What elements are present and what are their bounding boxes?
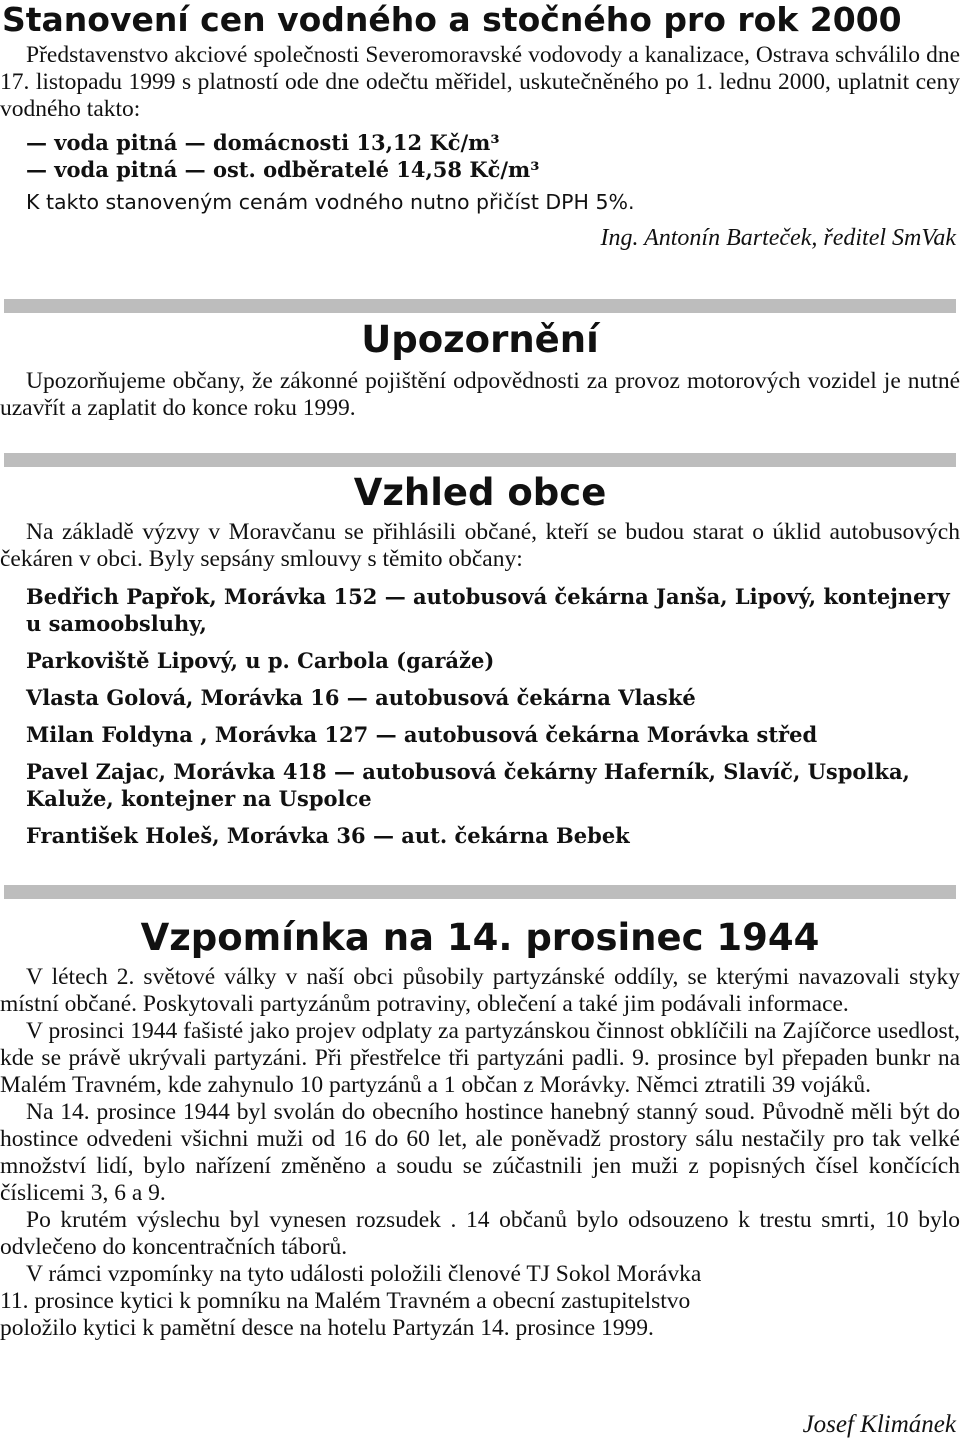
signature: Josef Klimánek	[802, 1411, 956, 1438]
list-item: Pavel Zajac, Morávka 418 — autobusová čekárny Haferník, Slavíč, Uspolka, Kaluže, kontejner na Uspolce	[26, 759, 910, 811]
divider	[4, 453, 956, 467]
price-line: — voda pitná — domácnosti 13,12 Kč/m³	[26, 130, 500, 155]
section-title: Stanovení cen vodného a stočného pro rok 2000	[2, 0, 902, 39]
paragraph: V létech 2. světové války v naší obci působily partyzánské oddíly, se kterými navazovali styky místní občané. Poskytovali partyzánům potraviny, oblečení a také jim podávali informace.	[0, 964, 960, 1017]
signature: Ing. Antonín Barteček, ředitel SmVak	[600, 225, 956, 251]
paragraph: V rámci vzpomínky na tyto události položili členové TJ Sokol Morávka 11. prosince kytici k pomníku na Malém Travném a obecní zastupitelstvo položilo kytici k pamětní desce na hotelu Partyzán 14. prosince 1999.	[0, 1261, 702, 1341]
list-item: Parkoviště Lipový, u p. Carbola (garáže)	[26, 648, 495, 673]
section-remembrance	[0, 916, 960, 1342]
list-item: František Holeš, Morávka 36 — aut. čekárna Bebek	[26, 823, 630, 848]
divider	[4, 299, 956, 313]
section-title: Upozornění	[361, 318, 599, 361]
list-item: Bedřich Papřok, Morávka 152 — autobusová čekárna Janša, Lipový, kontejnery u samoobsluhy,	[26, 584, 950, 636]
section-title: Vzhled obce	[353, 471, 607, 514]
paragraph: Na základě výzvy v Moravčanu se přihlásili občané, kteří se budou starat o úklid autobusových čekáren v obci. Byly sepsány smlouvy s těmito občany:	[0, 519, 960, 572]
list-item: Milan Foldyna , Morávka 127 — autobusová čekárna Morávka střed	[26, 722, 818, 747]
paragraph: Představenstvo akciové společnosti Severomoravské vodovody a kanalizace, Ostrava schválilo dne 17. listopadu 1999 s platností ode dne odečtu měřidel, uskutečněného po 1. lednu 2000, uplatnit ceny vodného takto:	[0, 42, 960, 122]
section-water-prices	[0, 0, 960, 252]
paragraph: V prosinci 1944 fašisté jako projev odplaty za partyzánskou činnost obklíčili na Zajíčorce usedlost, kde se právě ukrývali partyzáni. Při přestřelce tři partyzáni padli. 9. prosince byl přepaden bunkr na Malém Travném, kde zahynulo 10 partyzánů a 1 občan z Morávky. Němci ztratili 39 vojáků.	[0, 1018, 960, 1098]
section-notice	[0, 318, 960, 422]
paragraph: Upozorňujeme občany, že zákonné pojištění odpovědnosti za provoz motorových vozidel je nutné uzavřít a zaplatit do konce roku 1999.	[0, 368, 960, 421]
vat-note: K takto stanoveným cenám vodného nutno přičíst DPH 5%.	[26, 190, 635, 214]
section-title: Vzpomínka na 14. prosinec 1944	[140, 916, 820, 959]
paragraph: Na 14. prosince 1944 byl svolán do obecního hostince hanebný stanný soud. Původně měli být do hostince odvedeni všichni muži od 16 do 60 let, ale poněvadž prostory sálu nestačily pro tak velké množství lidí, bylo nařízení změněno a soudu se zúčastnili jen muži z popisných čísel končících číslicemi 3, 6 a 9.	[0, 1099, 960, 1206]
list-item: Vlasta Golová, Morávka 16 — autobusová čekárna Vlaské	[26, 685, 696, 710]
paragraph: Po krutém výslechu byl vynesen rozsudek . 14 občanů bylo odsouzeno k trestu smrti, 10 bylo odvlečeno do koncentračních táborů.	[0, 1207, 960, 1260]
divider	[4, 885, 956, 899]
price-line: — voda pitná — ost. odběratelé 14,58 Kč/m³	[26, 157, 540, 182]
section-village-look	[0, 471, 960, 849]
